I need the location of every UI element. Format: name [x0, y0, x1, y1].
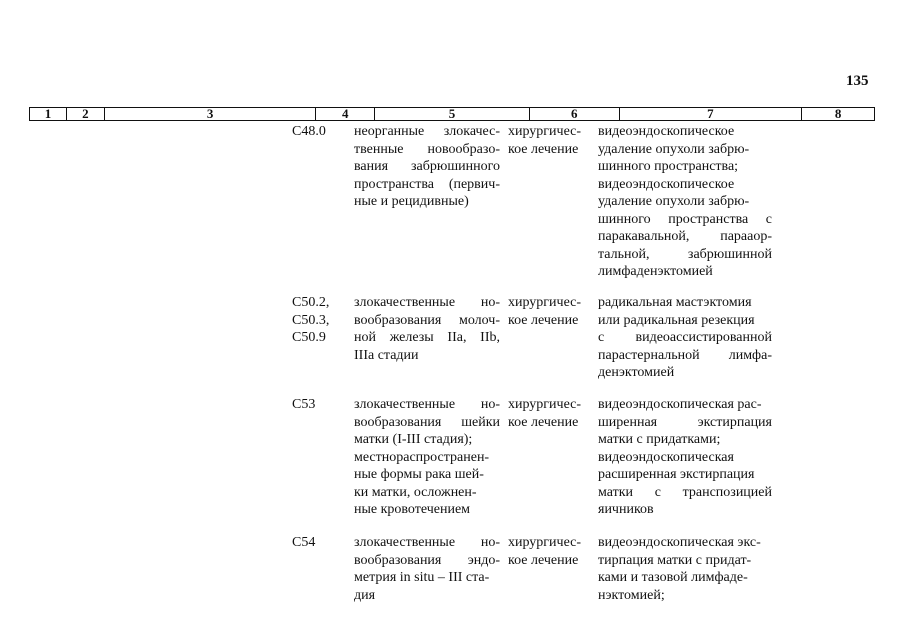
method-line: тальной, забрюшинной: [598, 246, 772, 262]
treatment-cell: [508, 534, 590, 569]
treatment-cell: [508, 396, 590, 431]
method-line: паракавальной, парааор-: [598, 229, 772, 244]
treatment-line: кое лечение: [508, 414, 579, 430]
diagnosis-line: пространства (первич-: [354, 176, 500, 192]
diagnosis-line: твенные новообразо-: [354, 141, 500, 157]
treatment-line: хирургичес-: [508, 397, 582, 412]
method-line: или радикальная резекция: [598, 312, 755, 328]
method-line: с видеоассистированной: [598, 330, 772, 345]
page-number: 135: [846, 73, 869, 89]
column-number-7: 7: [620, 108, 803, 120]
method-line: нэктомией;: [598, 587, 665, 603]
table-header-row: [29, 107, 875, 121]
method-line: шинного пространства с: [598, 211, 772, 227]
diagnosis-cell: [354, 396, 500, 519]
column-number-1: 1: [30, 108, 67, 120]
icd-code-cell: [292, 294, 342, 347]
method-line: матки с транспозицией: [598, 484, 772, 500]
diagnosis-line: матки (I-III стадия);: [354, 432, 473, 447]
method-line: видеоэндоскопическое: [598, 124, 735, 139]
diagnosis-cell: [354, 534, 500, 604]
icd-code: C53: [292, 397, 316, 412]
treatment-cell: [508, 123, 590, 158]
icd-code: C50.3,: [292, 312, 330, 328]
method-line: лимфаденэктомией: [598, 264, 713, 279]
diagnosis-line: дия: [354, 587, 376, 603]
diagnosis-line: неорганные злокачес-: [354, 124, 500, 139]
treatment-line: хирургичес-: [508, 535, 582, 550]
method-line: денэктомией: [598, 365, 675, 380]
diagnosis-line: IIIa стадии: [354, 347, 419, 363]
method-line: видеоэндоскопическая рас-: [598, 397, 762, 412]
diagnosis-line: ной железы IIa, IIb,: [354, 330, 500, 345]
method-line: ширенная экстирпация: [598, 414, 772, 430]
diagnosis-line: ные формы рака шей-: [354, 467, 484, 482]
diagnosis-line: злокачественные но-: [354, 397, 500, 412]
method-line: шинного пространства;: [598, 159, 739, 174]
diagnosis-line: вообразования молоч-: [354, 312, 500, 328]
diagnosis-line: местнораспространен-: [354, 449, 490, 465]
column-number-6: 6: [530, 108, 620, 120]
method-line: видеоэндоскопическая: [598, 449, 734, 465]
treatment-line: кое лечение: [508, 552, 579, 568]
diagnosis-cell: [354, 123, 500, 211]
diagnosis-line: вообразования шейки: [354, 414, 500, 430]
diagnosis-line: злокачественные но-: [354, 295, 500, 310]
method-line: видеоэндоскопическая экс-: [598, 535, 761, 550]
method-line: расширенная экстирпация: [598, 467, 755, 482]
column-number-2: 2: [67, 108, 105, 120]
diagnosis-line: вообразования эндо-: [354, 552, 500, 568]
method-line: парастернальной лимфа-: [598, 347, 772, 363]
diagnosis-line: злокачественные но-: [354, 535, 500, 550]
diagnosis-line: ные кровотечением: [354, 502, 471, 517]
diagnosis-line: метрия in situ – III ста-: [354, 570, 490, 585]
method-cell: [598, 123, 772, 281]
method-line: радикальная мастэктомия: [598, 295, 752, 310]
diagnosis-line: ки матки, осложнен-: [354, 484, 477, 500]
method-line: удаление опухоли забрю-: [598, 194, 750, 209]
diagnosis-line: вания забрюшинного: [354, 159, 500, 174]
icd-code-cell: [292, 396, 342, 414]
method-line: видеоэндоскопическое: [598, 176, 735, 192]
treatment-line: хирургичес-: [508, 295, 582, 310]
column-number-5: 5: [375, 108, 530, 120]
column-number-3: 3: [105, 108, 317, 120]
method-line: удаление опухоли забрю-: [598, 141, 750, 157]
method-cell: [598, 534, 772, 604]
method-line: матки с придатками;: [598, 432, 721, 447]
treatment-cell: [508, 294, 590, 329]
method-cell: [598, 294, 772, 382]
treatment-line: кое лечение: [508, 312, 579, 328]
method-line: тирпация матки с придат-: [598, 552, 752, 568]
diagnosis-line: ные и рецидивные): [354, 194, 469, 209]
icd-code-cell: [292, 123, 342, 141]
icd-code: C50.9: [292, 330, 326, 345]
icd-code: C48.0: [292, 124, 326, 139]
icd-code-cell: [292, 534, 342, 552]
method-line: ками и тазовой лимфаде-: [598, 570, 748, 585]
column-number-4: 4: [316, 108, 375, 120]
treatment-line: хирургичес-: [508, 124, 582, 139]
method-line: яичников: [598, 502, 654, 517]
diagnosis-cell: [354, 294, 500, 364]
icd-code: C54: [292, 535, 316, 550]
method-cell: [598, 396, 772, 519]
column-number-8: 8: [834, 106, 842, 121]
treatment-line: кое лечение: [508, 141, 579, 157]
icd-code: C50.2,: [292, 295, 330, 310]
